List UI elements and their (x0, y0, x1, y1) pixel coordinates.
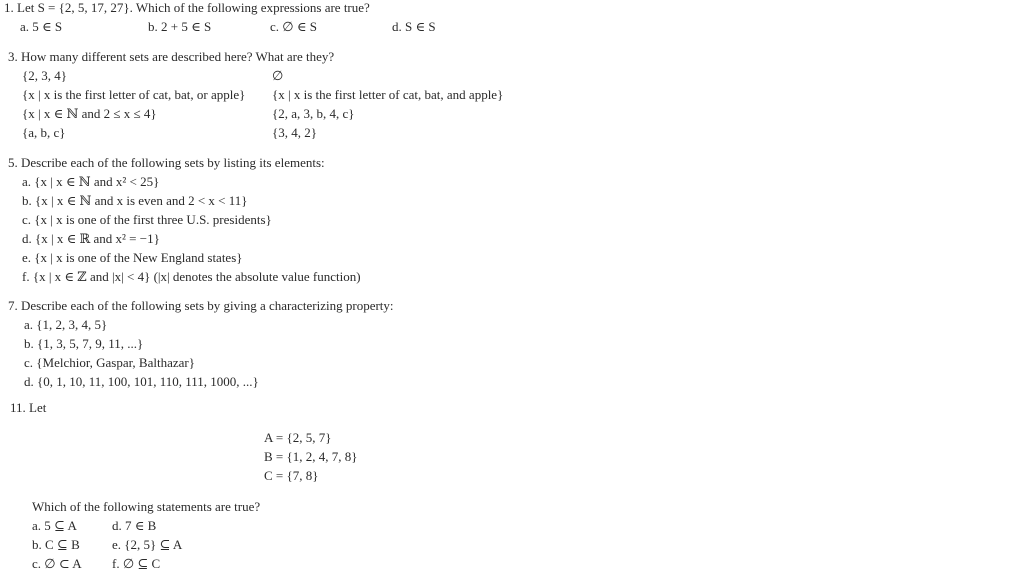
question-3-left-set-1: {2, 3, 4} (22, 68, 67, 83)
question-5-item-e: e. {x | x is one of the New England states} (22, 250, 243, 265)
question-7-item-d: d. {0, 1, 10, 11, 100, 101, 110, 111, 1000, ...} (24, 374, 259, 389)
question-3-stem: 3. How many different sets are described here? What are they? (8, 49, 335, 64)
question-3-left-set-2: {x | x is the first letter of cat, bat, or apple} (22, 87, 246, 102)
question-7-item-b: b. {1, 3, 5, 7, 9, 11, ...} (24, 336, 144, 351)
question-5-item-b: b. {x | x ∈ ℕ and x is even and 2 < x < 11} (22, 193, 248, 208)
question-7-stem: 7. Describe each of the following sets by giving a characterizing property: (8, 298, 394, 313)
question-3-right-set-3: {2, a, 3, b, 4, c} (272, 106, 355, 121)
question-11-stem: 11. Let (10, 400, 47, 415)
question-3-left-set-3: {x | x ∈ ℕ and 2 ≤ x ≤ 4} (22, 106, 157, 121)
question-7-item-a: a. {1, 2, 3, 4, 5} (24, 317, 108, 332)
question-1-option-c: c. ∅ ∈ S (270, 19, 317, 34)
question-11-option-e: e. {2, 5} ⊆ A (112, 537, 183, 552)
set-b-definition: B = {1, 2, 4, 7, 8} (264, 449, 358, 464)
question-3-right-set-4: {3, 4, 2} (272, 125, 317, 140)
question-11-option-c: c. ∅ ⊂ A (32, 556, 82, 571)
question-7-item-c: c. {Melchior, Gaspar, Balthazar} (24, 355, 195, 370)
question-3-left-set-4: {a, b, c} (22, 125, 66, 140)
set-c-definition: C = {7, 8} (264, 468, 319, 483)
question-11-option-f: f. ∅ ⊆ C (112, 556, 161, 571)
question-5-item-a: a. {x | x ∈ ℕ and x² < 25} (22, 174, 160, 189)
question-11-option-d: d. 7 ∈ B (112, 518, 157, 533)
question-3-right-set-2: {x | x is the first letter of cat, bat, and apple} (272, 87, 504, 102)
question-1-option-a: a. 5 ∈ S (20, 19, 63, 34)
question-1-option-b: b. 2 + 5 ∈ S (148, 19, 212, 34)
question-11-prompt: Which of the following statements are true? (32, 499, 261, 514)
question-1-option-d: d. S ∈ S (392, 19, 436, 34)
question-11-option-b: b. C ⊆ B (32, 537, 80, 552)
question-5-item-f: f. {x | x ∈ ℤ and |x| < 4} (|x| denotes the absolute value function) (22, 269, 361, 284)
question-5-stem: 5. Describe each of the following sets by listing its elements: (8, 155, 325, 170)
question-5-item-d: d. {x | x ∈ ℝ and x² = −1} (22, 231, 160, 246)
set-a-definition: A = {2, 5, 7} (264, 430, 332, 445)
question-5-item-c: c. {x | x is one of the first three U.S. presidents} (22, 212, 272, 227)
question-11-option-a: a. 5 ⊆ A (32, 518, 77, 533)
question-1-stem: 1. Let S = {2, 5, 17, 27}. Which of the following expressions are true? (4, 0, 370, 15)
question-3-right-set-1: ∅ (272, 68, 284, 83)
